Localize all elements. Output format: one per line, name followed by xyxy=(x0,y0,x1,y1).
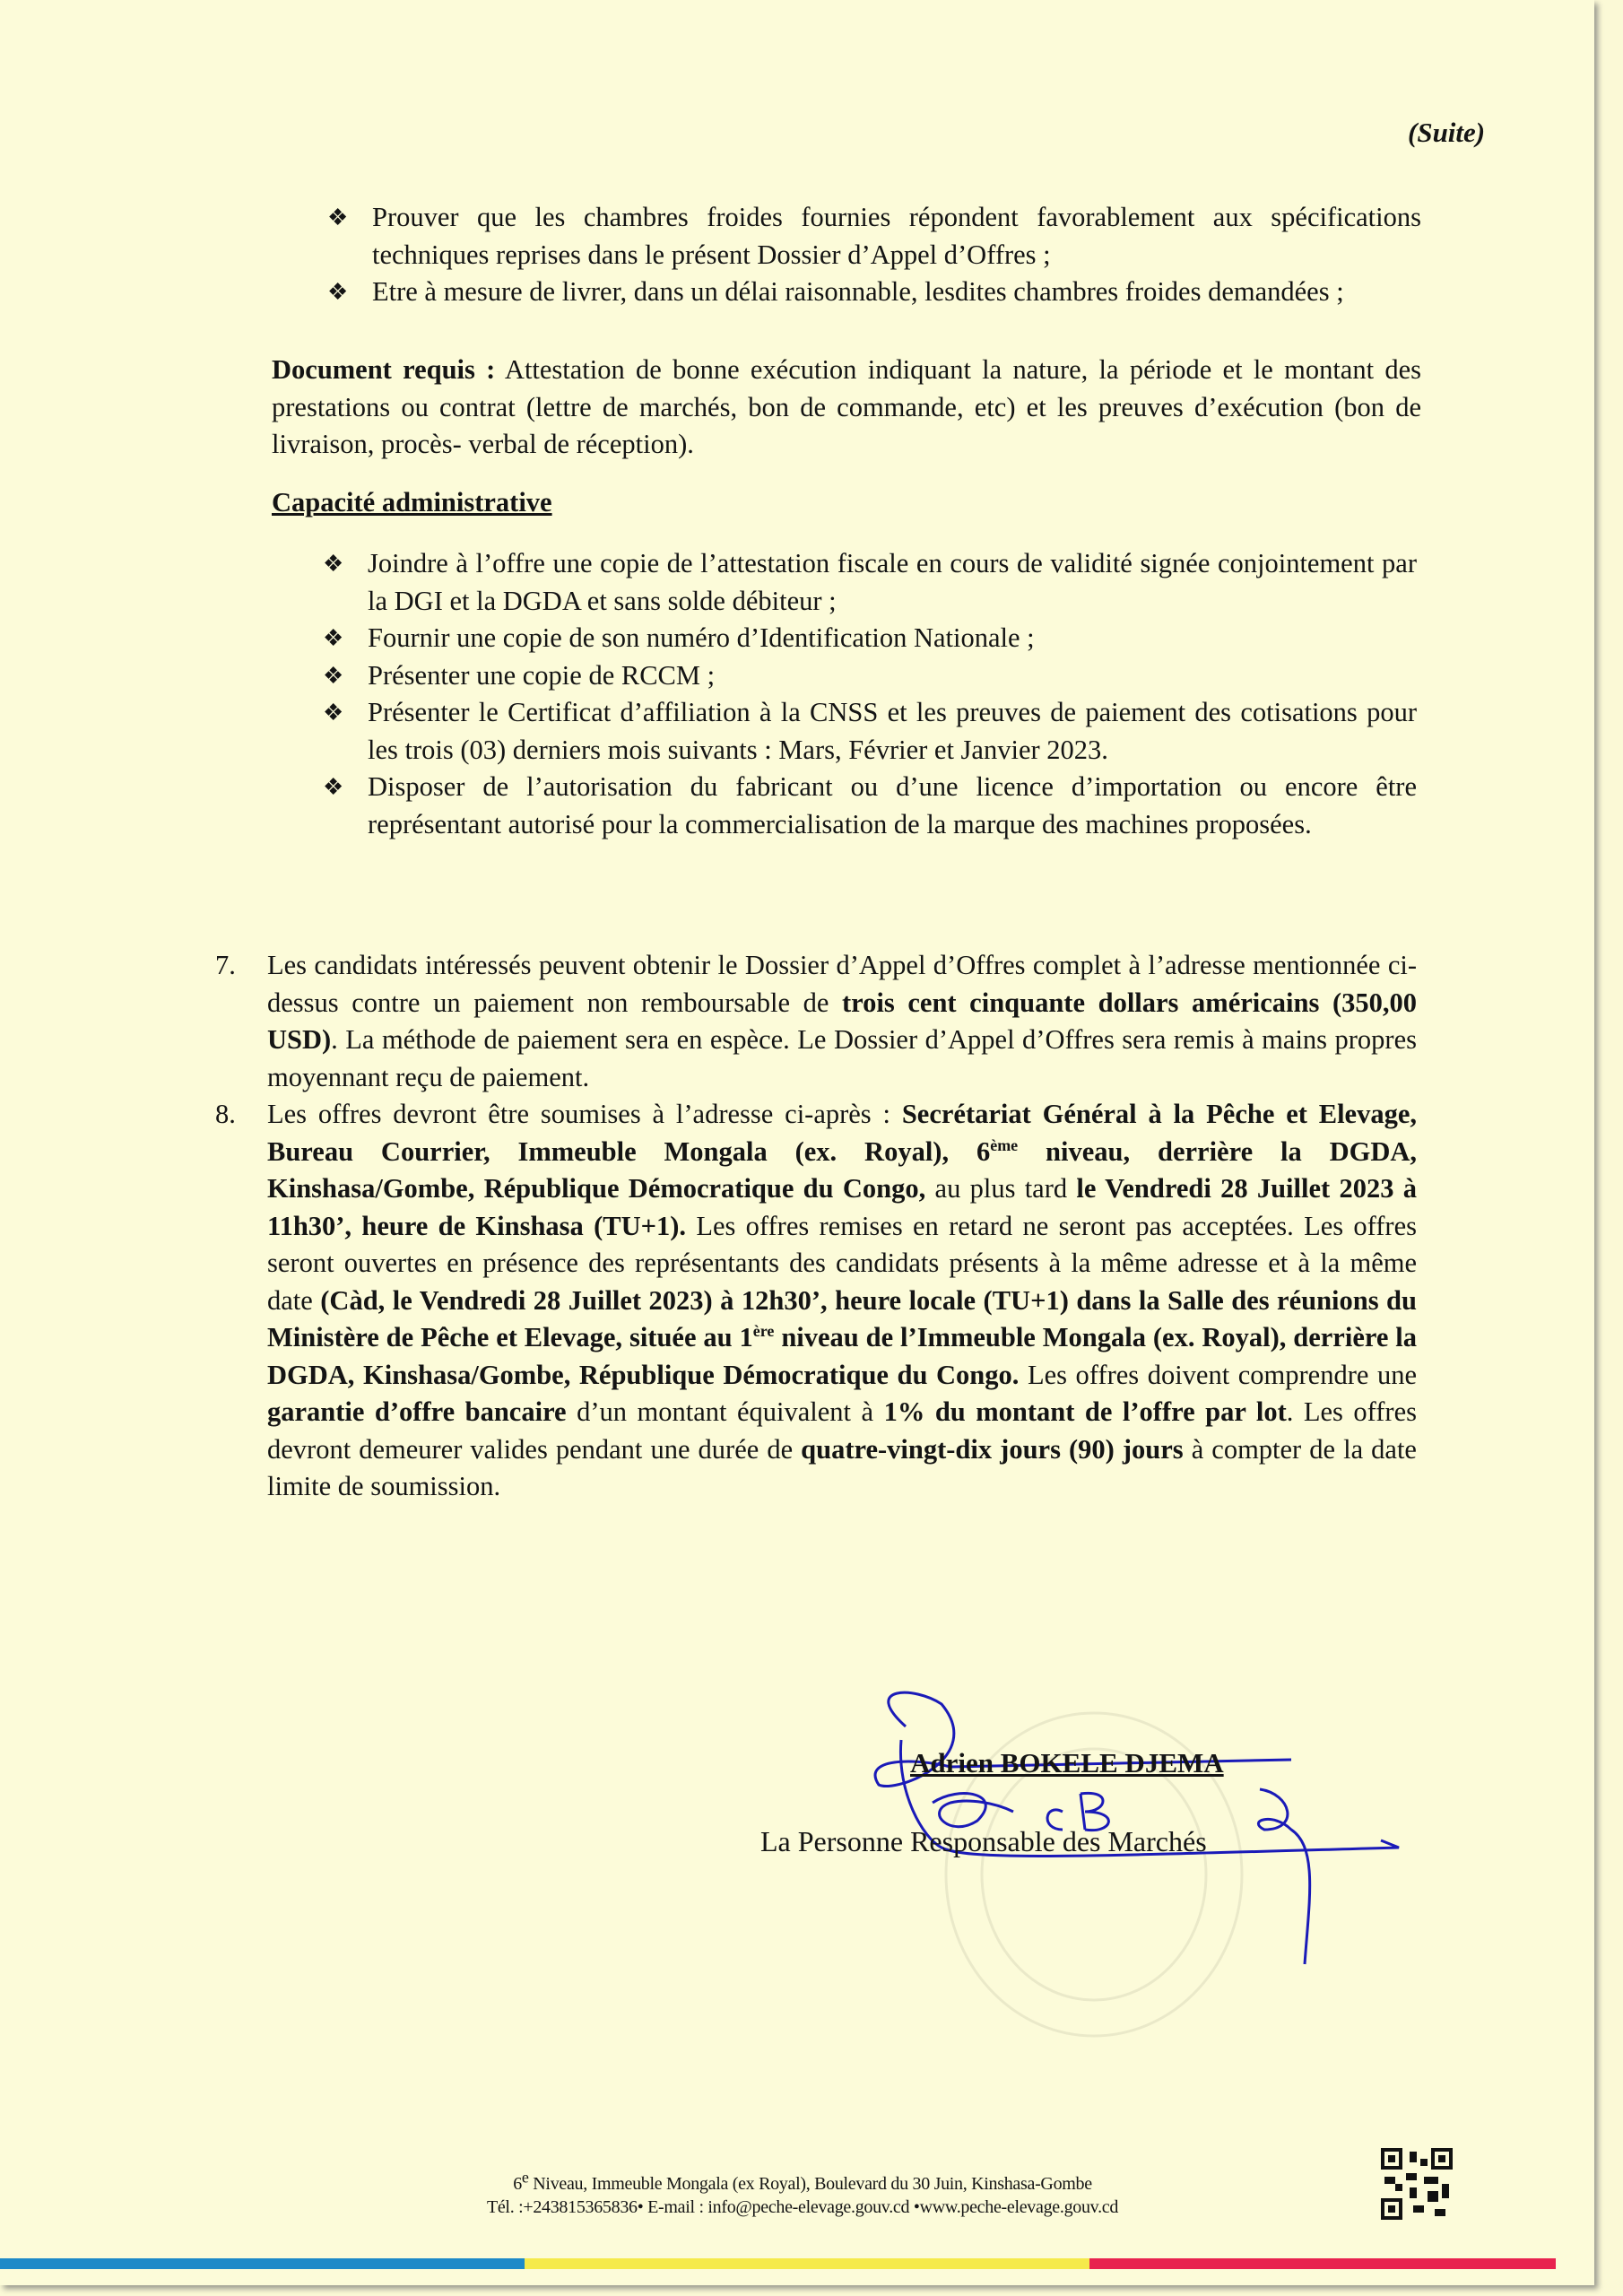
text-segment: niveau de l’Immeuble Mongala (ex. Royal), derrière la DGDA, Kinshasa/Gombe, République Démocratique du Congo. xyxy=(267,1322,1418,1390)
text-segment: Document requis : xyxy=(272,354,496,385)
text-segment: Niveau, Immeuble Mongala (ex Royal), Boulevard du 30 Juin, Kinshasa-Gombe xyxy=(528,2174,1092,2194)
text-segment: quatre-vingt-dix jours (90) jours xyxy=(801,1433,1184,1465)
diamond-bullet-icon: ❖ xyxy=(323,774,344,800)
flag-bar-blue xyxy=(0,2258,525,2269)
text-segment: Tél. :+243815365836• E-mail : info@peche-elevage.gouv.cd •www.peche-elevage.gouv.cd xyxy=(486,2197,1119,2217)
section-heading-capacite: Capacité administrative xyxy=(272,487,552,517)
diamond-bullet-icon: ❖ xyxy=(323,625,344,651)
text-segment: Joindre à l’offre une copie de l’attestation fiscale en cours de validité signée conjointement par la DGI et la DGDA et sans solde débiteur ; xyxy=(368,548,1417,616)
text-segment: 6 xyxy=(513,2174,522,2194)
text-segment: niveau, derrière la DGDA, Kinshasa/Gombe, République Démocratique du Congo, xyxy=(267,1135,1417,1204)
flag-bar-yellow xyxy=(525,2258,1089,2269)
flag-bar-red xyxy=(1089,2258,1556,2269)
item-number: 8. xyxy=(215,1099,236,1129)
text-segment: le Vendredi 28 Juillet 2023 à 11h30’, heure de Kinshasa (TU+1). xyxy=(267,1173,1417,1241)
text-segment: ère xyxy=(752,1321,775,1340)
text-segment: Les offres doivent comprendre une xyxy=(1019,1359,1417,1390)
text-segment: Les offres devront être soumises à l’adresse ci-après : xyxy=(267,1099,902,1129)
text-segment: (Càd, le Vendredi 28 Juillet 2023) à 12h30’, heure locale (TU+1) dans la Salle des réunions du Ministère de Pêche et Elevage, située au 1 xyxy=(267,1284,1417,1352)
text-segment: Secrétariat Général à la Pêche et Elevage, Bureau Courrier, Immeuble Mongala (ex. Royal), 6 xyxy=(267,1099,1417,1167)
text-segment: Présenter le Certificat d’affiliation à la CNSS et les preuves de paiement des cotisations pour les trois (03) derniers mois suivants : Mars, Février et Janvier 2023. xyxy=(368,697,1417,765)
item-number: 7. xyxy=(215,950,236,980)
text-segment: . Les offres devront demeurer valides pendant une durée de xyxy=(267,1396,1417,1465)
text-segment: 1% du montant de l’offre par lot xyxy=(883,1396,1287,1427)
text-segment: Les candidats intéressés peuvent obtenir le Dossier d’Appel d’Offres complet à l’adresse mentionnée ci-dessus contre un paiement non remboursable de xyxy=(267,950,1417,1018)
diamond-bullet-icon: ❖ xyxy=(327,279,349,305)
text-segment: Présenter une copie de RCCM ; xyxy=(368,659,716,691)
text-segment: garantie d’offre bancaire xyxy=(267,1396,567,1427)
signatory-name: Adrien BOKELE DJEMA xyxy=(910,1747,1224,1779)
text-segment: à compter de la date limite de soumission. xyxy=(267,1433,1417,1501)
text-segment: ème xyxy=(990,1135,1019,1154)
text-segment: Disposer de l’autorisation du fabricant ou d’une licence d’importation ou encore être représentant autorisé pour la commercialisation de la marque des machines proposées. xyxy=(368,771,1417,839)
text-segment: Etre à mesure de livrer, dans un délai raisonnable, lesdites chambres froides demandées ; xyxy=(372,276,1344,307)
text-segment: au plus tard xyxy=(925,1173,1077,1204)
text-segment: d’un montant équivalent à xyxy=(566,1396,884,1427)
text-segment: . La méthode de paiement sera en espèce. Le Dossier d’Appel d’Offres sera remis à mains propres moyennant reçu de paiement. xyxy=(267,1024,1417,1092)
signatory-title: La Personne Responsable des Marchés xyxy=(760,1825,1207,1857)
text-segment: Prouver que les chambres froides fournies répondent favorablement aux spécifications techniques reprises dans le présent Dossier d’Appel d’Offres ; xyxy=(372,202,1421,270)
suite-label: (Suite) xyxy=(1408,117,1486,148)
footer-contact xyxy=(359,2194,1246,2221)
text-segment: Fournir une copie de son numéro d’Identification Nationale ; xyxy=(368,622,1035,653)
diamond-bullet-icon: ❖ xyxy=(323,700,344,726)
diamond-bullet-icon: ❖ xyxy=(323,662,344,689)
qr-code xyxy=(1381,2148,1453,2220)
diamond-bullet-icon: ❖ xyxy=(323,551,344,577)
text-segment: Les offres remises en retard ne seront pas acceptées. Les offres seront ouvertes en présence des représentants des candidats présents à la même adresse et à la même date xyxy=(267,1210,1417,1316)
text-segment: Attestation de bonne exécution indiquant la nature, la période et le montant des prestations ou contrat (lettre de marchés, bon de commande, etc) et les preuves d’exécution (bon de livraison, procès- verbal de réception). xyxy=(272,354,1421,459)
text-segment: e xyxy=(521,2168,529,2187)
diamond-bullet-icon: ❖ xyxy=(327,204,349,230)
text-segment: trois cent cinquante dollars américains (350,00 USD) xyxy=(267,987,1417,1055)
